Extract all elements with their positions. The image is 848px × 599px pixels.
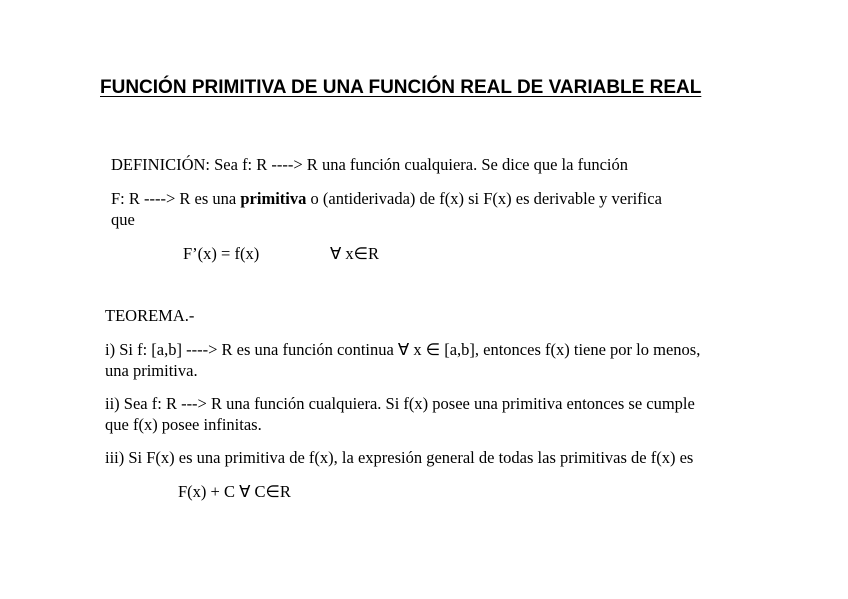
definition-formula: F’(x) = f(x): [183, 244, 260, 263]
theorem-item-1-line-2: una primitiva.: [105, 361, 198, 380]
theorem-item-1-line-1: i) Si f: [a,b] ----> R es una función continua ∀ x ∈ [a,b], entonces f(x) tiene por lo menos,: [105, 340, 701, 359]
primitiva-term: primitiva: [240, 189, 307, 208]
definition-formula-domain: ∀ x∈R: [330, 244, 380, 263]
definition-line-3: que: [111, 210, 135, 229]
theorem-formula: F(x) + C ∀ C∈R: [178, 482, 291, 501]
page-title: FUNCIÓN PRIMITIVA DE UNA FUNCIÓN REAL DE VARIABLE REAL: [100, 77, 702, 98]
theorem-item-3-line-1: iii) Si F(x) es una primitiva de f(x), la expresión general de todas las primitivas de f(x) es: [105, 448, 694, 467]
theorem-item-2-line-2: que f(x) posee infinitas.: [105, 415, 262, 434]
theorem-heading: TEOREMA.-: [105, 306, 195, 325]
definition-line-2-end: o (antiderivada) de f(x) si F(x) es derivable y verifica: [306, 189, 662, 208]
theorem-item-2-line-1: ii) Sea f: R ---> R una función cualquiera. Si f(x) posee una primitiva entonces se cumple: [105, 394, 695, 413]
definition-line-1: DEFINICIÓN: Sea f: R ----> R una función cualquiera. Se dice que la función: [111, 155, 628, 174]
definition-line-2: [111, 188, 662, 209]
definition-line-2-start: F: R ----> R es una: [111, 189, 241, 208]
